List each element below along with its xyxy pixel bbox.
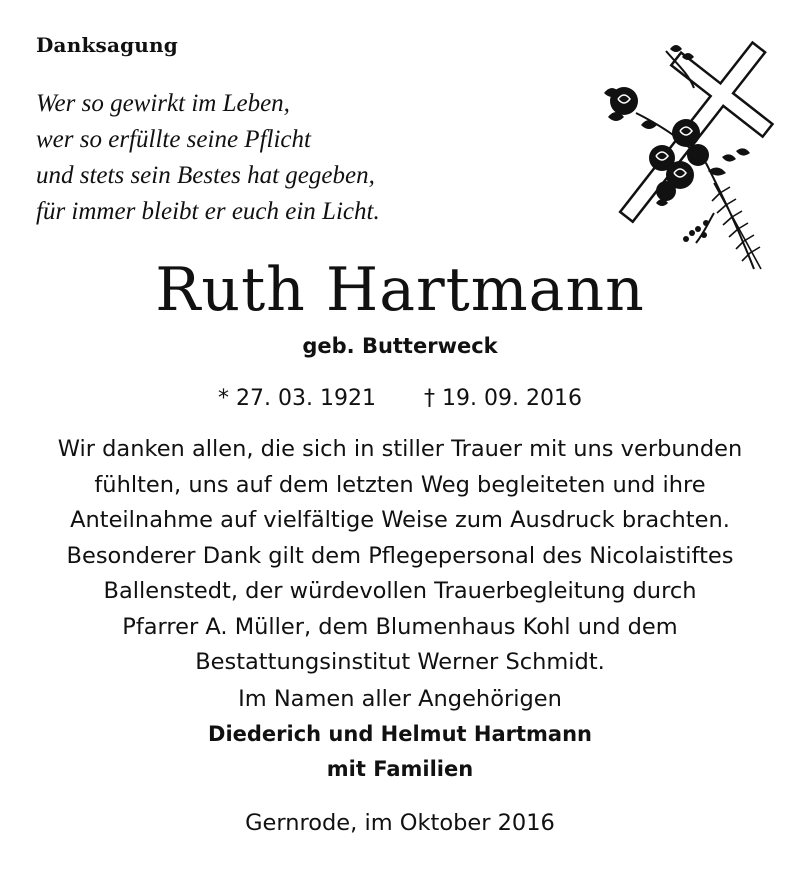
message-line: Anteilnahme auf vielfältige Weise zum Ausdruck brachten. bbox=[70, 507, 730, 533]
place-and-date: Gernrode, im Oktober 2016 bbox=[245, 810, 555, 836]
life-dates bbox=[0, 386, 800, 411]
birth-date: * 27. 03. 1921 bbox=[218, 386, 376, 411]
cross-with-roses-icon bbox=[596, 33, 776, 273]
maiden-name: geb. Butterweck bbox=[302, 334, 498, 358]
poem-line: für immer bleibt er euch ein Licht. bbox=[36, 198, 380, 225]
poem-line: und stets sein Bestes hat gegeben, bbox=[36, 162, 375, 189]
message-line: Bestattungsinstitut Werner Schmidt. bbox=[195, 649, 605, 675]
thank-you-message bbox=[0, 432, 800, 681]
signature-intro: Im Namen aller Angehörigen bbox=[238, 686, 562, 712]
message-line: Wir danken allen, die sich in stiller Trauer mit uns verbunden bbox=[57, 436, 743, 462]
message-line: Besonderer Dank gilt dem Pflegepersonal des Nicolaistiftes bbox=[66, 542, 734, 569]
notice-heading: Danksagung bbox=[36, 33, 178, 57]
death-date: † 19. 09. 2016 bbox=[424, 386, 582, 411]
message-line: Pfarrer A. Müller, dem Blumenhaus Kohl und dem bbox=[122, 613, 678, 640]
message-line: Ballenstedt, der würdevollen Trauerbegleitung durch bbox=[103, 578, 697, 604]
signature-block bbox=[0, 682, 800, 787]
signature-names: Diederich und Helmut Hartmann bbox=[208, 722, 592, 746]
signature-families: mit Familien bbox=[326, 757, 474, 781]
poem bbox=[36, 86, 380, 230]
message-line: fühlten, uns auf dem letzten Weg begleiteten und ihre bbox=[94, 471, 706, 498]
poem-line: wer so erfüllte seine Pflicht bbox=[36, 126, 311, 153]
deceased-name: Ruth Hartmann bbox=[155, 255, 645, 325]
poem-line: Wer so gewirkt im Leben, bbox=[36, 90, 290, 117]
